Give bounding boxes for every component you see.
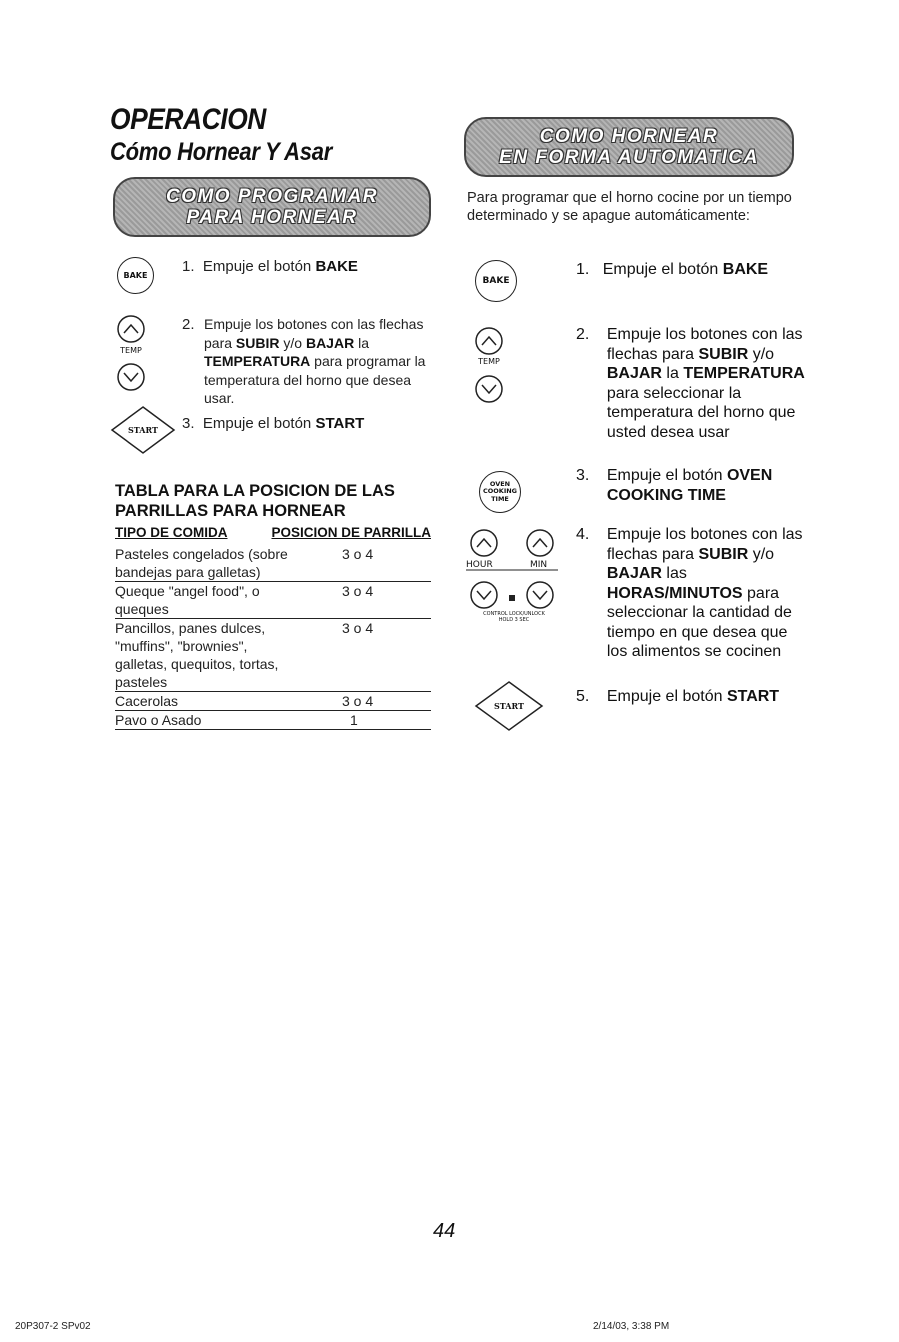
bake-icon-label: BAKE: [123, 271, 148, 280]
bake-button-icon: [117, 257, 154, 294]
control-lock-label: CONTROL LOCK/UNLOCK HOLD 3 SEC: [483, 611, 545, 623]
left-step-1: 1. Empuje el botón BAKE: [182, 258, 358, 275]
table-row: Pasteles congelados (sobre bandejas para galletas) 3 o 4: [115, 545, 431, 582]
bake-button-icon: [475, 260, 517, 302]
page-subtitle: Cómo Hornear Y Asar: [110, 138, 332, 166]
right-step-5: 5. Empuje el botón START: [576, 688, 780, 705]
right-step-2: 2. Empuje los botones con las flechas para SUBIR y/o BAJAR la TEMPERATURA para seleccionar la temperatura del horno que usted desea usar: [576, 326, 805, 441]
min-label: MIN: [530, 560, 548, 570]
temp-arrow-buttons-icon: [469, 325, 509, 415]
left-step-2: 2. Empuje los botones con las flechas para SUBIR y/o BAJAR la TEMPERATURA para programar la temperatura del horno que desea usar.: [182, 316, 426, 406]
banner-line-1: COMO PROGRAMAR: [165, 186, 379, 207]
start-icon-label: START: [494, 701, 524, 711]
table-row: Pancillos, panes dulces, "muffins", "brownies", galletas, quequitos, tortas, pasteles 3 o 4: [115, 619, 431, 692]
right-step-3: 3. Empuje el botón OVEN COOKING TIME: [576, 467, 773, 504]
right-step-4: 4. Empuje los botones con las flechas para SUBIR y/o BAJAR las HORAS/MINUTOS para seleccionar la cantidad de tiempo en que desea que los alimentos se cocinen: [576, 526, 803, 660]
col-food: TIPO DE COMIDA: [115, 525, 228, 540]
table-row: Cacerolas 3 o 4: [115, 692, 431, 711]
banner-como-programar: [113, 177, 431, 237]
footer-right: 2/14/03, 3:38 PM: [593, 1321, 670, 1332]
start-icon-label: START: [128, 425, 158, 435]
right-intro: Para programar que el horno cocine por un tiempo determinado y se apague automáticamente:: [467, 190, 792, 224]
col-position: POSICION DE PARRILLA: [271, 525, 431, 540]
rack-position-table: [115, 545, 431, 730]
temp-label: TEMP: [478, 357, 500, 366]
table-header: [115, 525, 431, 540]
footer-left: 20P307-2 SPv02: [15, 1321, 91, 1332]
page-title: OPERACION: [110, 103, 266, 136]
hour-label: HOUR: [466, 560, 493, 570]
banner-line-2: PARA HORNEAR: [186, 207, 358, 228]
page-number: 44: [433, 1220, 456, 1242]
banner-line-2: EN FORMA AUTOMATICA: [499, 147, 759, 168]
oven-cooking-time-icon: OVEN COOKING TIME: [479, 471, 521, 513]
left-step-3: 3. Empuje el botón START: [182, 415, 365, 432]
table-heading: TABLA PARA LA POSICION DE LAS PARRILLAS PARA HORNEAR: [115, 482, 395, 520]
right-step-1: 1. Empuje el botón BAKE: [576, 261, 769, 278]
temp-arrow-buttons-icon: [111, 313, 151, 403]
table-row: Queque "angel food", o queques 3 o 4: [115, 582, 431, 619]
bake-icon-label: BAKE: [482, 276, 510, 286]
banner-line-1: COMO HORNEAR: [539, 126, 719, 147]
banner-como-hornear: [464, 117, 794, 177]
temp-label: TEMP: [120, 346, 142, 355]
table-row: Pavo o Asado 1: [115, 711, 431, 730]
